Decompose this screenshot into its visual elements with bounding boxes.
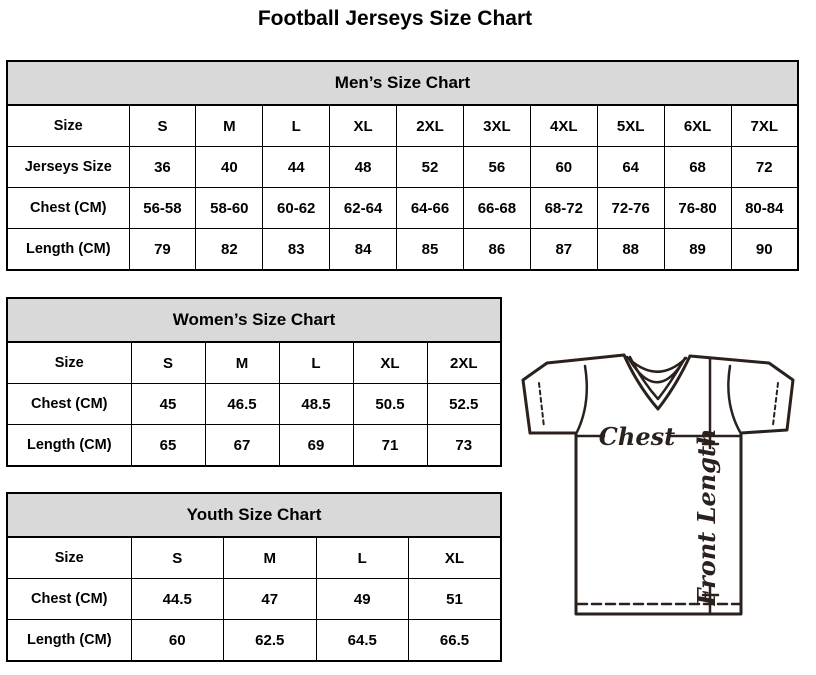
cell: 60: [131, 620, 224, 662]
table-row-chest: [7, 188, 798, 229]
cell: 87: [530, 229, 597, 271]
cell: 72: [731, 147, 798, 188]
cell: 64: [597, 147, 664, 188]
cell: S: [129, 105, 196, 147]
row-label: Length (CM): [7, 229, 129, 271]
cell: 79: [129, 229, 196, 271]
cell: 69: [279, 425, 353, 467]
row-label: Size: [7, 105, 129, 147]
cell: 88: [597, 229, 664, 271]
cell: XL: [353, 342, 427, 384]
cell: 73: [427, 425, 501, 467]
cell: 85: [397, 229, 464, 271]
cell: S: [131, 342, 205, 384]
mens-size-table: [6, 60, 799, 271]
row-label: Chest (CM): [7, 384, 131, 425]
cell: M: [196, 105, 263, 147]
cell: 86: [463, 229, 530, 271]
cell: 56-58: [129, 188, 196, 229]
cell: 5XL: [597, 105, 664, 147]
table-title-row: [7, 298, 501, 342]
row-label: Size: [7, 537, 131, 579]
cell: 4XL: [530, 105, 597, 147]
table-row-size: [7, 105, 798, 147]
cell: 64.5: [316, 620, 409, 662]
cell: 46.5: [205, 384, 279, 425]
cell: 48: [330, 147, 397, 188]
cell: 58-60: [196, 188, 263, 229]
cell: 2XL: [427, 342, 501, 384]
womens-table-title: Women’s Size Chart: [7, 298, 501, 342]
table-row-length: [7, 229, 798, 271]
cell: 52: [397, 147, 464, 188]
row-label: Chest (CM): [7, 579, 131, 620]
table-row-size: [7, 342, 501, 384]
row-label: Size: [7, 342, 131, 384]
cell: 47: [224, 579, 317, 620]
cell: 89: [664, 229, 731, 271]
table-row-chest: [7, 384, 501, 425]
cell: XL: [409, 537, 502, 579]
cell: 71: [353, 425, 427, 467]
table-title-row: [7, 61, 798, 105]
cell: 76-80: [664, 188, 731, 229]
cell: 6XL: [664, 105, 731, 147]
row-label: Length (CM): [7, 425, 131, 467]
cell: 72-76: [597, 188, 664, 229]
cell: 56: [463, 147, 530, 188]
womens-size-table: [6, 297, 502, 467]
cell: 50.5: [353, 384, 427, 425]
jersey-outline: [523, 355, 793, 614]
cell: 48.5: [279, 384, 353, 425]
chest-label: Chest: [598, 422, 676, 451]
cell: 36: [129, 147, 196, 188]
cell: 40: [196, 147, 263, 188]
cell: 68: [664, 147, 731, 188]
youth-size-table: [6, 492, 502, 662]
cell: L: [263, 105, 330, 147]
table-row-length: [7, 620, 501, 662]
jersey-diagram-illustration: [518, 348, 798, 620]
table-row-length: [7, 425, 501, 467]
cell: 80-84: [731, 188, 798, 229]
cell: 66-68: [463, 188, 530, 229]
cell: 67: [205, 425, 279, 467]
cell: XL: [330, 105, 397, 147]
page-title: Football Jerseys Size Chart: [257, 7, 533, 30]
youth-table-title: Youth Size Chart: [7, 493, 501, 537]
cell: 82: [196, 229, 263, 271]
row-label: Jerseys Size: [7, 147, 129, 188]
table-title-row: [7, 493, 501, 537]
cell: 51: [409, 579, 502, 620]
table-row-jerseys-size: [7, 147, 798, 188]
cell: L: [279, 342, 353, 384]
table-row-chest: [7, 579, 501, 620]
cell: 64-66: [397, 188, 464, 229]
cell: L: [316, 537, 409, 579]
cell: 60-62: [263, 188, 330, 229]
cell: M: [224, 537, 317, 579]
cell: 66.5: [409, 620, 502, 662]
cell: 49: [316, 579, 409, 620]
cell: M: [205, 342, 279, 384]
cell: 3XL: [463, 105, 530, 147]
cell: 60: [530, 147, 597, 188]
cell: 84: [330, 229, 397, 271]
cell: 52.5: [427, 384, 501, 425]
row-label: Length (CM): [7, 620, 131, 662]
cell: 90: [731, 229, 798, 271]
cell: 62-64: [330, 188, 397, 229]
cell: 83: [263, 229, 330, 271]
cell: 44.5: [131, 579, 224, 620]
cell: 7XL: [731, 105, 798, 147]
cell: 65: [131, 425, 205, 467]
cell: 45: [131, 384, 205, 425]
cell: 62.5: [224, 620, 317, 662]
cell: 2XL: [397, 105, 464, 147]
front-length-label: Front Length: [692, 428, 721, 606]
cell: 44: [263, 147, 330, 188]
mens-table-title: Men’s Size Chart: [7, 61, 798, 105]
row-label: Chest (CM): [7, 188, 129, 229]
cell: 68-72: [530, 188, 597, 229]
table-row-size: [7, 537, 501, 579]
cell: S: [131, 537, 224, 579]
